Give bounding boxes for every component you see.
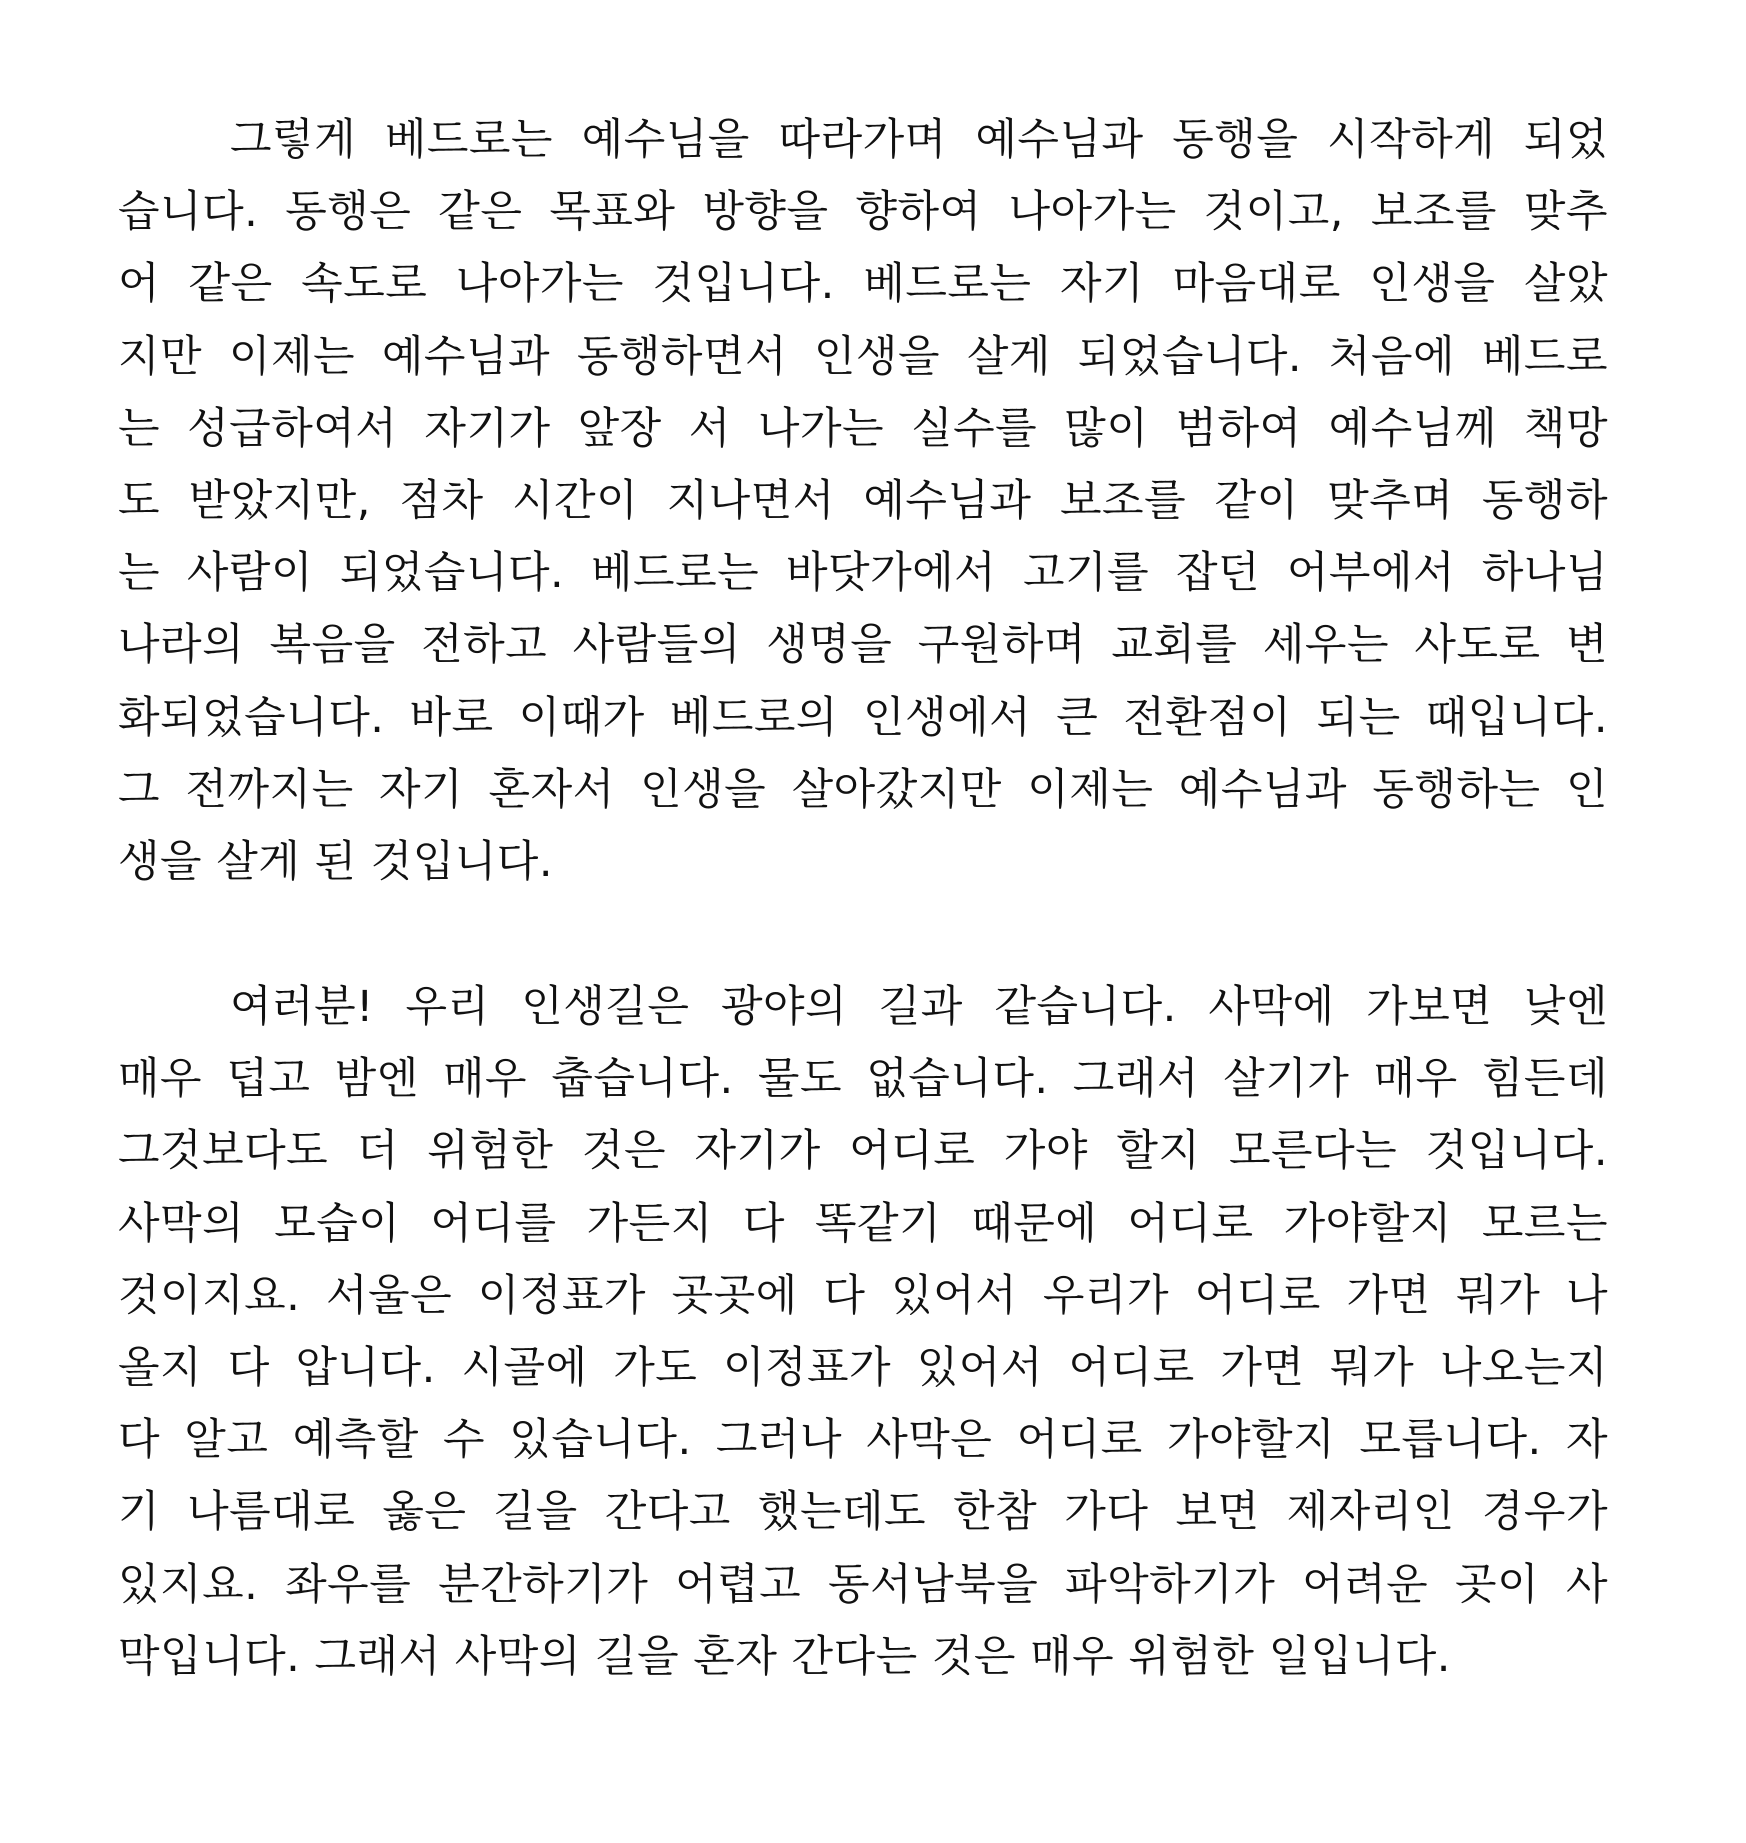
paragraph-line: 화되었습니다. 바로 이때가 베드로의 인생에서 큰 전환점이 되는 때입니다. (118, 692, 1608, 743)
paragraph-1 (118, 104, 1608, 898)
paragraph-line: 올지 다 압니다. 시골에 가도 이정표가 있어서 어디로 가면 뭐가 나오는지 (118, 1342, 1608, 1393)
paragraph-line: 생을 살게 된 것입니다. (118, 836, 554, 887)
paragraph-line: 는 사람이 되었습니다. 베드로는 바닷가에서 고기를 잡던 어부에서 하나님 (118, 548, 1608, 599)
paragraph-line: 있지요. 좌우를 분간하기가 어렵고 동서남북을 파악하기가 어려운 곳이 사 (118, 1559, 1608, 1610)
paragraph-line: 는 성급하여서 자기가 앞장 서 나가는 실수를 많이 범하여 예수님께 책망 (118, 403, 1608, 454)
paragraph-line: 사막의 모습이 어디를 가든지 다 똑같기 때문에 어디로 가야할지 모르는 (118, 1198, 1608, 1249)
paragraph-line: 것이지요. 서울은 이정표가 곳곳에 다 있어서 우리가 어디로 가면 뭐가 나 (118, 1270, 1608, 1321)
paragraph-line: 지만 이제는 예수님과 동행하면서 인생을 살게 되었습니다. 처음에 베드로 (118, 331, 1608, 382)
paragraph-2 (118, 971, 1608, 1693)
paragraph-line: 기 나름대로 옳은 길을 간다고 했는데도 한참 가다 보면 제자리인 경우가 (118, 1487, 1608, 1538)
paragraph-line: 매우 덥고 밤엔 매우 춥습니다. 물도 없습니다. 그래서 살기가 매우 힘든데 (118, 1054, 1608, 1105)
paragraph-line: 여러분! 우리 인생길은 광야의 길과 같습니다. 사막에 가보면 낮엔 (230, 982, 1608, 1032)
paragraph-line: 어 같은 속도로 나아가는 것입니다. 베드로는 자기 마음대로 인생을 살았 (118, 259, 1608, 310)
paragraph-line: 습니다. 동행은 같은 목표와 방향을 향하여 나아가는 것이고, 보조를 맞추 (118, 187, 1608, 238)
paragraph-line: 다 알고 예측할 수 있습니다. 그러나 사막은 어디로 가야할지 모릅니다. 자 (118, 1415, 1608, 1466)
paragraph-line: 그것보다도 더 위험한 것은 자기가 어디로 가야 할지 모른다는 것입니다. (118, 1126, 1608, 1177)
paragraph-line: 그렇게 베드로는 예수님을 따라가며 예수님과 동행을 시작하게 되었 (230, 115, 1608, 165)
paragraph-line: 막입니다. 그래서 사막의 길을 혼자 간다는 것은 매우 위험한 일입니다. (118, 1631, 1451, 1682)
paragraph-line: 나라의 복음을 전하고 사람들의 생명을 구원하며 교회를 세우는 사도로 변 (118, 620, 1608, 671)
paragraph-line: 도 받았지만, 점차 시간이 지나면서 예수님과 보조를 같이 맞추며 동행하 (118, 475, 1608, 526)
paragraph-line: 그 전까지는 자기 혼자서 인생을 살아갔지만 이제는 예수님과 동행하는 인 (118, 764, 1608, 815)
